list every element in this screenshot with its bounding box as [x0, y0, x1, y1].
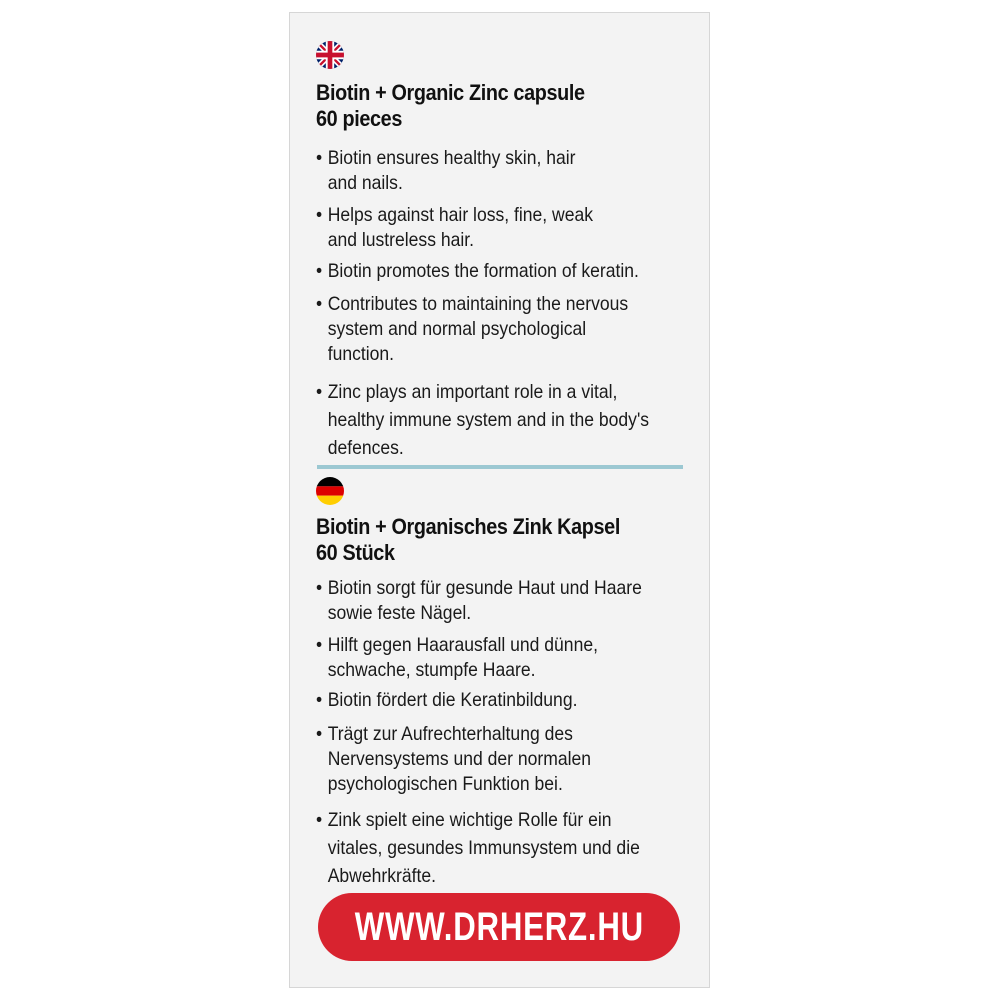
section-divider	[317, 465, 683, 469]
bullet-de-2: • Hilft gegen Haarausfall und dünne, schwache, stumpfe Haare.	[316, 633, 598, 683]
uk-flag-icon	[316, 41, 344, 69]
german-flag-icon	[316, 477, 344, 505]
bullet-de-1: • Biotin sorgt für gesunde Haut und Haare sowie feste Nägel.	[316, 576, 642, 626]
bullet-en-5: • Zinc plays an important role in a vital, healthy immune system and in the body's defences.	[316, 378, 649, 462]
title-en-line1: Biotin + Organic Zinc capsule	[316, 80, 585, 105]
bullet-de-3: • Biotin fördert die Keratinbildung.	[316, 688, 577, 713]
bullet-en-1: • Biotin ensures healthy skin, hair and nails.	[316, 146, 575, 196]
title-en-line2: 60 pieces	[316, 106, 403, 131]
title-de	[316, 514, 620, 566]
website-url: WWW.DRHERZ.HU	[354, 904, 644, 949]
title-de-line2: 60 Stück	[316, 540, 395, 565]
bullet-en-3: • Biotin promotes the formation of keratin.	[316, 259, 639, 284]
title-en	[316, 80, 585, 132]
bullet-en-2: • Helps against hair loss, fine, weak and lustreless hair.	[316, 203, 593, 253]
bullet-en-4: • Contributes to maintaining the nervous system and normal psychological function.	[316, 292, 628, 367]
bullet-de-4: • Trägt zur Aufrechterhaltung des Nervensystems und der normalen psychologischen Funktion bei.	[316, 722, 591, 797]
bullet-de-5: • Zink spielt eine wichtige Rolle für ein vitales, gesundes Immunsystem und die Abwehrkräfte.	[316, 806, 640, 890]
title-de-line1: Biotin + Organisches Zink Kapsel	[316, 514, 620, 539]
website-badge	[318, 893, 680, 961]
